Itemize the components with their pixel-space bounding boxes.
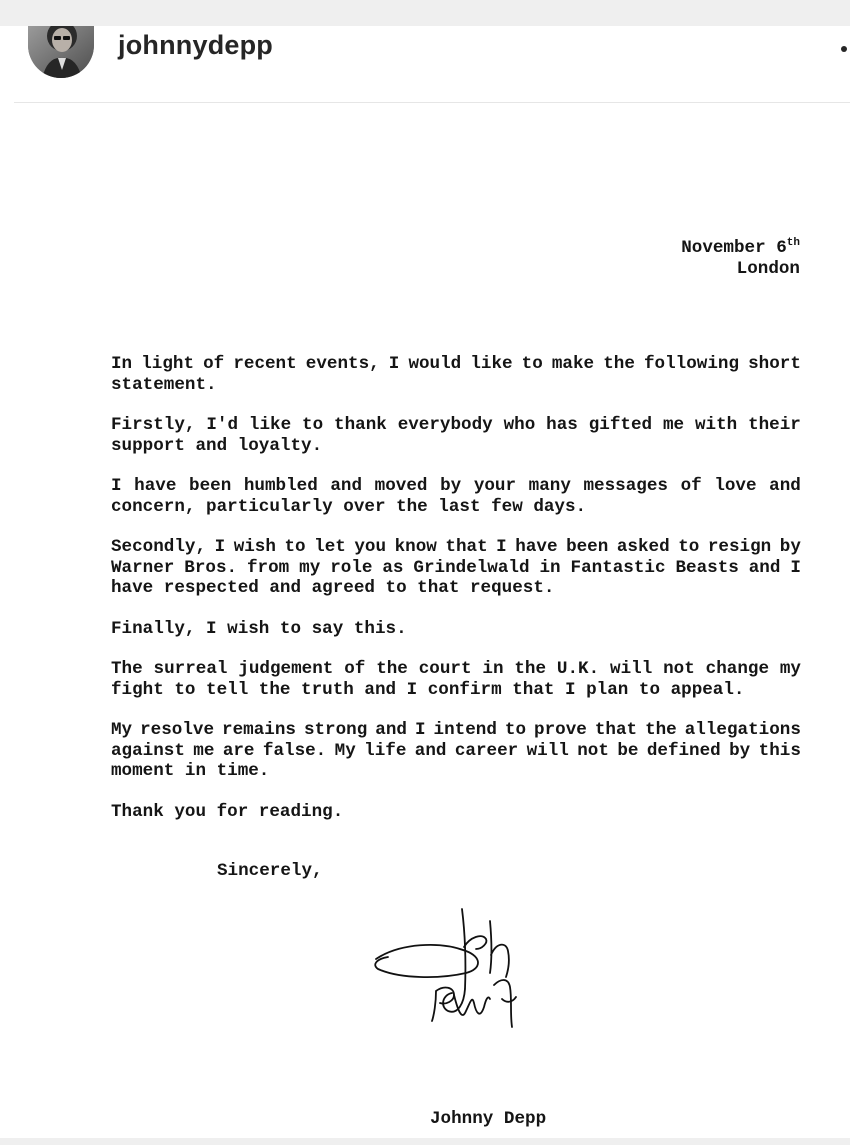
more-options-icon[interactable]: [838, 40, 850, 60]
paragraph: [111, 720, 801, 782]
letter-line: Secondly, I wish to let you know that I have been asked to resign by: [111, 537, 801, 557]
letter-place: London: [736, 259, 800, 279]
letter-line: The surreal judgement of the court in the U.K. will not change my: [111, 659, 801, 679]
letter-date: November 6th: [681, 237, 800, 258]
paragraph: [111, 415, 801, 456]
paragraph: [111, 537, 801, 599]
profile-photo-icon: [28, 26, 94, 78]
letter-line: I have been humbled and moved by your many messages of love and: [111, 476, 801, 496]
letter-line: Thank you for reading.: [111, 802, 344, 822]
letter-line: statement.: [111, 374, 217, 395]
signature-icon: [370, 903, 550, 1031]
paragraph: [111, 659, 801, 700]
closing: Sincerely,: [217, 861, 323, 881]
letter-line: My resolve remains strong and I intend to prove that the allegations: [111, 720, 801, 740]
paragraph: [111, 476, 801, 517]
letter-line: fight to tell the truth and I confirm that I plan to appeal.: [111, 679, 745, 700]
letter-line: support and loyalty.: [111, 435, 323, 456]
letter-line: Finally, I wish to say this.: [111, 619, 407, 639]
letter-image: [0, 103, 850, 1138]
username[interactable]: johnnydepp: [118, 30, 273, 60]
paragraph: [111, 619, 801, 640]
letter-line: moment in time.: [111, 761, 270, 781]
paragraph: [111, 802, 801, 823]
post-header: [0, 26, 850, 102]
date-block: [681, 233, 800, 280]
letter-line: Warner Bros. from my role as Grindelwald in Fantastic Beasts and I: [111, 557, 801, 578]
paragraph: [111, 354, 801, 395]
letter-line: concern, particularly over the last few days.: [111, 496, 587, 517]
avatar[interactable]: [28, 26, 94, 78]
bottom-bar: [0, 1138, 850, 1145]
top-bar: [0, 0, 850, 26]
signed-name: Johnny Depp: [430, 1109, 547, 1129]
letter-line: Firstly, I'd like to thank everybody who has gifted me with their: [111, 415, 801, 435]
letter-line: against me are false. My life and career will not be defined by this: [111, 740, 801, 761]
letter-line: have respected and agreed to that request.: [111, 578, 555, 598]
letter-line: In light of recent events, I would like to make the following short: [111, 354, 801, 374]
